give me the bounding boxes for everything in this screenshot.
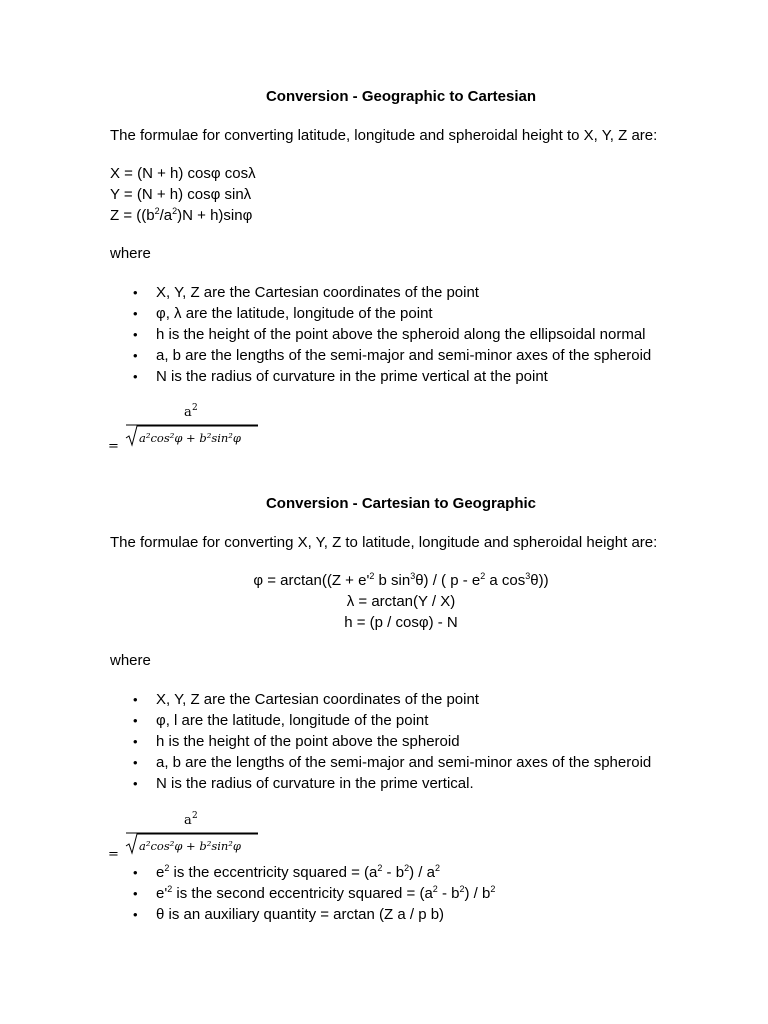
- svg-text:2: 2: [192, 403, 198, 413]
- bullet-icon: •: [133, 865, 138, 880]
- bullet-icon: •: [133, 734, 138, 749]
- section1-bullet-list: [133, 282, 652, 387]
- svg-text:a²cos²φ + b²sin²φ: a²cos²φ + b²sin²φ: [139, 839, 241, 853]
- list-item: • X, Y, Z are the Cartesian coordinates of the point: [133, 284, 479, 301]
- list-item: • θ is an auxiliary quantity = arctan (Z a / p b): [133, 906, 445, 923]
- list-item: • a, b are the lengths of the semi-major and semi-minor axes of the spheroid: [133, 754, 652, 771]
- equation-lambda: λ = arctan(Y / X): [346, 593, 456, 610]
- list-item: • $e^2$ is the eccentricity squared = $(a^2 - b^2) / a^2$: [133, 863, 440, 881]
- n-formula-1: [108, 400, 268, 460]
- section2-extra-bullet-list: [133, 862, 496, 925]
- list-item: • N is the radius of curvature in the prime vertical at the point: [133, 368, 548, 385]
- svg-text:a²cos²φ + b²sin²φ: a²cos²φ + b²sin²φ: [139, 431, 241, 445]
- equation-x: X = (N + h) cosφ cosλ: [110, 165, 256, 182]
- n-formula-2: [108, 808, 268, 868]
- equation-h: h = (p / cosφ) - N: [344, 614, 458, 631]
- section1-title: Conversion - Geographic to Cartesian: [265, 88, 537, 105]
- list-item: • h is the height of the point above the spheroid along the ellipsoidal normal: [133, 326, 646, 343]
- bullet-icon: •: [133, 755, 138, 770]
- equation-z: $Z = ((b^2/a^2)N + h)\sin\varphi$: [110, 206, 253, 224]
- where-label: where: [110, 245, 151, 262]
- list-item: • X, Y, Z are the Cartesian coordinates of the point: [133, 691, 479, 708]
- svg-text:a: a: [184, 405, 192, 420]
- bullet-icon: •: [133, 369, 138, 384]
- list-item: • h is the height of the point above the spheroid: [133, 733, 460, 750]
- svg-text:a: a: [184, 813, 192, 828]
- bullet-icon: •: [133, 285, 138, 300]
- bullet-icon: •: [133, 776, 138, 791]
- equation-phi: $\varphi = \arctan((Z + e'^2$ b $\sin^3\theta$) / ( p - $e^2$ a $\cos^3\theta$)): [253, 571, 549, 589]
- svg-text:2: 2: [192, 811, 198, 821]
- bullet-icon: •: [133, 327, 138, 342]
- section2-intro: The formulae for converting X, Y, Z to latitude, longitude and spheroidal height are:: [110, 534, 658, 551]
- section2-title: Conversion - Cartesian to Geographic: [265, 495, 537, 512]
- where-label: where: [110, 652, 151, 669]
- bullet-icon: •: [133, 692, 138, 707]
- svg-text:=: =: [108, 847, 119, 862]
- section1-intro: The formulae for converting latitude, longitude and spheroidal height to X, Y, Z are:: [110, 127, 658, 144]
- list-item: • $e'^2$ is the second eccentricity squared = $(a^2 - b^2) / b^2$: [133, 884, 496, 902]
- bullet-icon: •: [133, 907, 138, 922]
- bullet-icon: •: [133, 306, 138, 321]
- bullet-icon: •: [133, 348, 138, 363]
- list-item: • a, b are the lengths of the semi-major and semi-minor axes of the spheroid: [133, 347, 652, 364]
- bullet-icon: •: [133, 713, 138, 728]
- svg-text:=: =: [108, 439, 119, 454]
- list-item: • N is the radius of curvature in the prime vertical.: [133, 775, 474, 792]
- section2-bullet-list: [133, 689, 652, 794]
- bullet-icon: •: [133, 886, 138, 901]
- list-item: • φ, l are the latitude, longitude of the point: [133, 712, 429, 729]
- list-item: • φ, λ are the latitude, longitude of the point: [133, 305, 433, 322]
- equation-y: Y = (N + h) cosφ sinλ: [110, 186, 252, 203]
